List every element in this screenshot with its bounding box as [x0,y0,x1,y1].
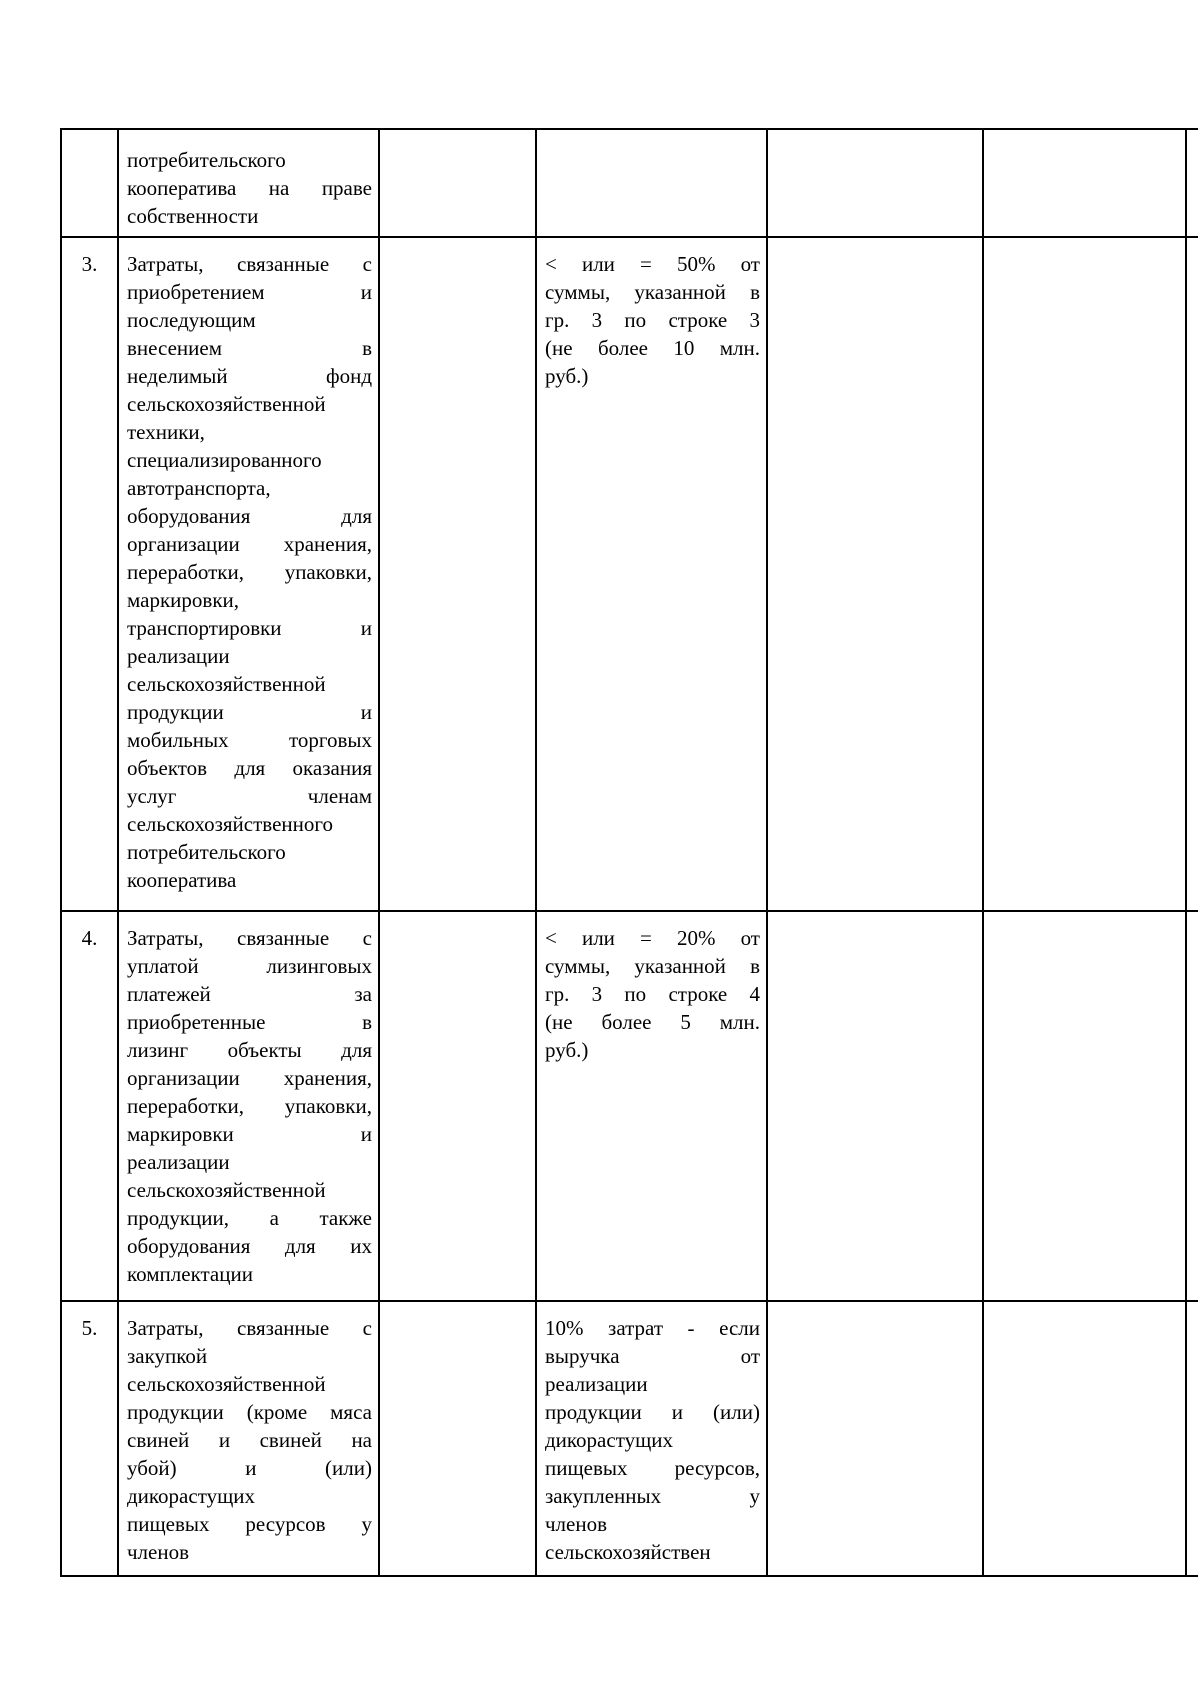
cost-description-line: реализации [127,1150,230,1174]
cost-description-line: дикорастущих [127,1484,256,1508]
cost-description-line: продукции (кроме мяса [127,1400,372,1424]
limit-condition-line: продукции и (или) [545,1400,760,1424]
cost-description-line: услуг членам [127,784,372,808]
cost-description-line: автотранспорта, [127,476,271,500]
cost-description-line: объектов для оказания [127,756,372,780]
row-number-cell [61,1301,118,1576]
cost-description-line: собственности [127,204,259,228]
limit-condition-line: руб.) [545,364,589,388]
cost-description-line: потребительского [127,840,286,864]
row-number-cell [61,129,118,237]
value-cell [767,129,983,237]
cost-description-line: переработки, упаковки, [127,1094,372,1118]
table-body [61,129,1198,1576]
cost-description-line: сельскохозяйственной [127,672,326,696]
value-cell [767,911,983,1301]
cost-description-cell [118,911,379,1301]
cost-description-line: сельскохозяйственной [127,392,326,416]
amount-cell [379,1301,536,1576]
limit-condition-line: выручка от [545,1344,760,1368]
cost-description-line: потребительского [127,148,286,172]
cost-description-line: пищевых ресурсов у [127,1512,372,1536]
cost-description-line: Затраты, связанные с [127,252,372,276]
cost-description-line: сельскохозяйственной [127,1372,326,1396]
cost-description-line: организации хранения, [127,1066,372,1090]
limit-condition-line: членов [545,1512,608,1536]
limit-condition-line: суммы, указанной в [545,954,760,978]
limit-condition-line: 10% затрат - если [545,1316,760,1340]
cost-description-line: внесением в [127,336,372,360]
amount-cell [379,129,536,237]
value-cell [767,237,983,911]
cost-description-line: сельскохозяйственной [127,1178,326,1202]
cost-description-line: специализированного [127,448,322,472]
note-cell [983,237,1186,911]
cost-description-line: оборудования для их [127,1234,372,1258]
limit-condition-cell [536,1301,767,1576]
row-number: 3. [81,252,98,276]
cost-description-line: убой) и (или) [127,1456,372,1480]
cost-description-line: реализации [127,644,230,668]
limit-condition-line: сельскохозяйствен [545,1540,711,1564]
edge-cell [1186,1301,1198,1576]
cost-description-line: кооператива [127,868,237,892]
edge-cell [1186,911,1198,1301]
cost-description-cell [118,1301,379,1576]
cost-description-line: маркировки, [127,588,240,612]
cost-description-line: продукции, а также [127,1206,372,1230]
cost-description-line: уплатой лизинговых [127,954,372,978]
cost-description-line: Затраты, связанные с [127,1316,372,1340]
row-number: 4. [81,926,98,950]
limit-condition-line: < или = 20% от [545,926,760,950]
costs-table [60,128,1198,1577]
limit-condition-line: руб.) [545,1038,589,1062]
cost-description-line: свиней и свиней на [127,1428,372,1452]
cost-description-cell [118,129,379,237]
cost-description-line: комплектации [127,1262,253,1286]
cost-description-line: техники, [127,420,205,444]
table-row [61,129,1198,237]
limit-condition-cell [536,237,767,911]
limit-condition-line: < или = 50% от [545,252,760,276]
row-number: 5. [81,1316,98,1340]
amount-cell [379,237,536,911]
cost-description-line: приобретением и [127,280,372,304]
amount-cell [379,911,536,1301]
cost-description-line: сельскохозяйственного [127,812,333,836]
cost-description-line: переработки, упаковки, [127,560,372,584]
cost-description-line: членов [127,1540,190,1564]
cost-description-line: Затраты, связанные с [127,926,372,950]
limit-condition-line: гр. 3 по строке 3 [545,308,760,332]
note-cell [983,911,1186,1301]
table-row [61,1301,1198,1576]
cost-description-line: оборудования для [127,504,372,528]
limit-condition-line: суммы, указанной в [545,280,760,304]
cost-description-line: транспортировки и [127,616,372,640]
edge-cell [1186,237,1198,911]
limit-condition-line: пищевых ресурсов, [545,1456,760,1480]
limit-condition-line: (не более 5 млн. [545,1010,760,1034]
cost-description-line: организации хранения, [127,532,372,556]
cost-description-line: мобильных торговых [127,728,372,752]
table-row [61,237,1198,911]
limit-condition-line: закупленных у [545,1484,760,1508]
cost-description-line: закупкой [127,1344,208,1368]
cost-description-line: неделимый фонд [127,364,372,388]
limit-condition-line: (не более 10 млн. [545,336,760,360]
cost-description-line: кооператива на праве [127,176,372,200]
limit-condition-cell [536,911,767,1301]
cost-description-cell [118,237,379,911]
table-row [61,911,1198,1301]
limit-condition-line: гр. 3 по строке 4 [545,982,760,1006]
note-cell [983,1301,1186,1576]
row-number-cell [61,911,118,1301]
cost-description-line: продукции и [127,700,372,724]
note-cell [983,129,1186,237]
limit-condition-cell [536,129,767,237]
value-cell [767,1301,983,1576]
edge-cell [1186,129,1198,237]
cost-description-line: приобретенные в [127,1010,372,1034]
cost-description-line: лизинг объекты для [127,1038,372,1062]
limit-condition-line: реализации [545,1372,648,1396]
cost-description-line: последующим [127,308,256,332]
row-number-cell [61,237,118,911]
cost-description-line: маркировки и [127,1122,372,1146]
limit-condition-line: дикорастущих [545,1428,674,1452]
cost-description-line: платежей за [127,982,372,1006]
